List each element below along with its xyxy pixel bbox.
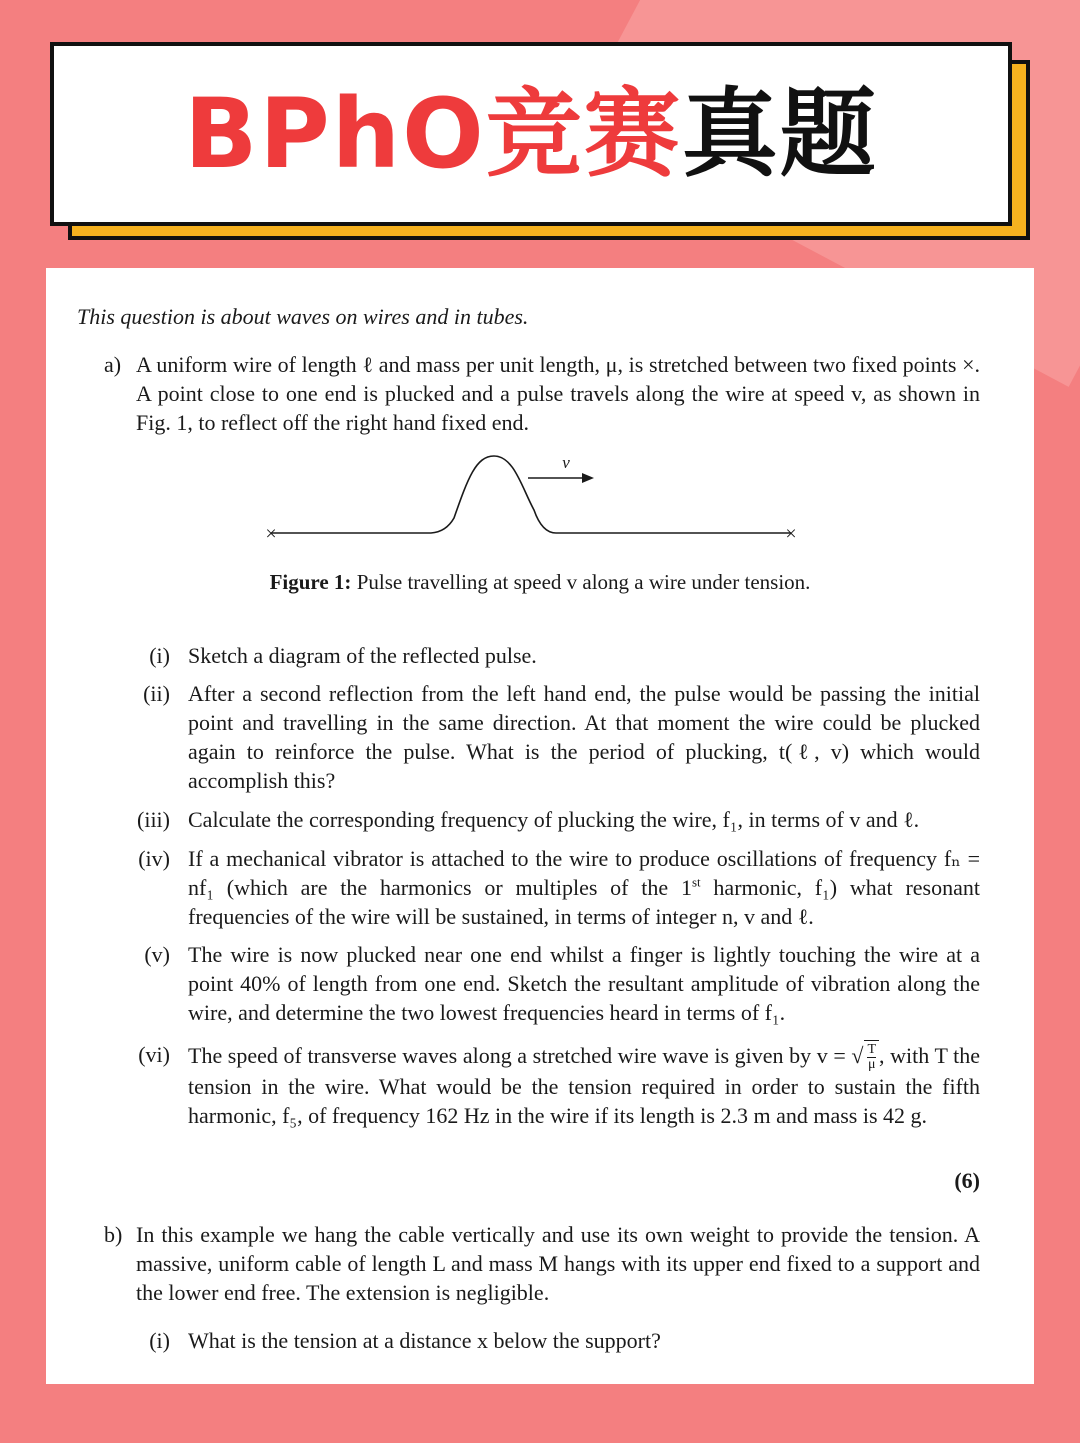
- fraction-denominator: μ: [868, 1057, 876, 1073]
- part-b-label: b): [104, 1222, 123, 1247]
- subpart-a-iii: [136, 805, 980, 834]
- fraction: [867, 1043, 876, 1072]
- subpart-label: (iv): [138, 846, 170, 871]
- part-b: [104, 1220, 980, 1307]
- ordinal-suffix: st: [691, 874, 701, 890]
- part-a: [104, 350, 980, 437]
- sqrt-radicand: [864, 1040, 879, 1072]
- caption-label: Figure 1:: [269, 570, 352, 594]
- subpart-label: (iii): [137, 807, 170, 832]
- figure-1-diagram: [256, 448, 816, 548]
- wire-with-pulse: [271, 456, 791, 533]
- left-end-marker: ×: [265, 523, 277, 545]
- part-a-text: A uniform wire of length ℓ and mass per unit length, μ, is stretched between two fixed points ×. A point close to one end is plucked and a pulse travels along the wire at speed v, as shown in Fig. 1, to reflect off the right hand fixed end.: [136, 352, 980, 435]
- subpart-text: [188, 1040, 980, 1130]
- subpart-label: (ii): [143, 681, 170, 706]
- subpart-text: Calculate the corresponding frequency of plucking the wire, f₁, in terms of v and ℓ.: [188, 807, 920, 832]
- title-banner: [50, 42, 1012, 226]
- subpart-text-part: The speed of transverse waves along a stretched wire wave is given by v =: [188, 1043, 852, 1068]
- fraction-numerator: T: [867, 1042, 877, 1058]
- velocity-label: v: [562, 453, 570, 472]
- subpart-text: [188, 844, 980, 931]
- figure-1-caption: [46, 568, 1034, 597]
- caption-text: Pulse travelling at speed v along a wire under tension.: [356, 570, 811, 594]
- subpart-text: After a second reflection from the left hand end, the pulse would be passing the initial point and travelling in the same direction. At that moment the wire could be plucked again to reinforce the pulse. What is the period of plucking, t(ℓ, v) which would accomplish this?: [188, 681, 980, 793]
- subpart-text-part: harmonic, f₁) what resonant frequencies of the wire will be sustained, in terms of integer n, v and ℓ.: [188, 875, 980, 929]
- subpart-b-i: [136, 1326, 980, 1355]
- subpart-text-part: If a mechanical vibrator is attached to the wire to produce oscillations of frequency fₙ = nf₁ (which are the harmonics or multiples of the 1: [188, 846, 980, 900]
- subpart-label: (v): [144, 942, 170, 967]
- banner-title-black: 真题: [681, 78, 878, 190]
- marks-a: (6): [954, 1168, 980, 1193]
- sqrt-symbol: √: [851, 1043, 864, 1068]
- subpart-a-i: [136, 641, 980, 670]
- part-b-text: In this example we hang the cable vertically and use its own weight to provide the tension. A massive, uniform cable of length L and mass M hangs with its upper end fixed to a support and the lower end free. The extension is negligible.: [136, 1222, 980, 1305]
- subpart-a-ii: [136, 679, 980, 795]
- subpart-text: The wire is now plucked near one end whilst a finger is lightly touching the wire at a point 40% of length from one end. Sketch the resultant amplitude of vibration along the wire, and determine the two lowest frequencies heard in terms of f₁.: [188, 942, 980, 1025]
- right-end-marker: ×: [785, 523, 797, 545]
- subpart-label: (vi): [138, 1042, 170, 1067]
- subpart-text: Sketch a diagram of the reflected pulse.: [188, 643, 537, 668]
- subpart-label: (i): [149, 1328, 170, 1353]
- subpart-label: (i): [149, 643, 170, 668]
- subpart-a-iv: [136, 844, 980, 931]
- subpart-a-vi: [136, 1040, 980, 1130]
- question-intro: This question is about waves on wires and in tubes.: [77, 304, 529, 329]
- subpart-a-v: [136, 940, 980, 1027]
- part-a-label: a): [104, 352, 122, 377]
- banner-title: [184, 78, 878, 190]
- velocity-arrowhead: [582, 473, 594, 483]
- banner-title-red: BPhO竞赛: [184, 78, 682, 190]
- subpart-text-part: , with T the tension in the wire. What would be the tension required in order to sustain the fifth harmonic, f₅, of frequency 162 Hz in the wire if its length is 2.3 m and mass is 42 g.: [188, 1043, 981, 1129]
- exam-paper: [46, 268, 1034, 1384]
- subpart-text: What is the tension at a distance x below the support?: [188, 1328, 661, 1353]
